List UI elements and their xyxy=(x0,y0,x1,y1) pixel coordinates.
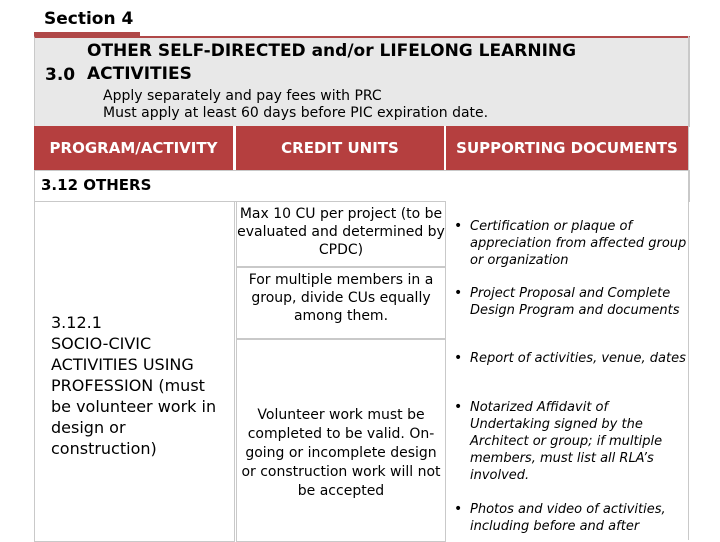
credit-unit-text-3: Volunteer work must be completed to be valid. On-going or incomplete design or construction work will not be accepted xyxy=(241,407,441,499)
credit-unit-cell-3 xyxy=(236,339,446,542)
section-header xyxy=(34,36,690,127)
bullet-icon: • xyxy=(454,399,463,415)
credit-unit-text-1: Max 10 CU per project (to be evaluated and determined by CPDC) xyxy=(237,206,445,258)
column-header-credit-units: CREDIT UNITS xyxy=(236,126,444,170)
instruction-line2: Must apply at least 60 days before PIC expiration date. xyxy=(103,105,489,121)
bullet-icon: • xyxy=(454,350,463,366)
section-title xyxy=(87,40,576,86)
section-tab xyxy=(34,6,140,36)
bullet-icon: • xyxy=(454,501,463,517)
section-tab-label: Section 4 xyxy=(44,9,134,29)
table-right-border xyxy=(688,36,689,540)
document-item-4: • Notarized Affidavit of Undertaking signed by the Architect or group; if multiple members, must list all RLA’s involved. xyxy=(454,399,663,483)
document-item-3: • Report of activities, venue, dates xyxy=(454,350,686,366)
section-number: 3.0 xyxy=(45,65,76,85)
credit-unit-cell-2 xyxy=(236,267,446,339)
category-row xyxy=(34,170,690,202)
program-text xyxy=(51,312,223,459)
document-item-2: • Project Proposal and Complete Design Program and documents xyxy=(454,285,680,318)
section-title-line1: OTHER SELF-DIRECTED and/or LIFELONG LEARNING xyxy=(87,41,577,61)
section-instructions xyxy=(103,88,488,122)
supporting-documents-cell xyxy=(446,201,688,540)
credit-unit-text-2: For multiple members in a group, divide CUs equally among them. xyxy=(248,272,434,324)
bullet-icon: • xyxy=(454,218,463,234)
column-header-row xyxy=(34,126,688,170)
section-title-line2: ACTIVITIES xyxy=(87,64,192,84)
instruction-line1: Apply separately and pay fees with PRC xyxy=(103,88,382,104)
program-code: 3.12.1 xyxy=(51,313,102,332)
document-item-1: • Certification or plaque of appreciation from affected group or organization xyxy=(454,218,687,268)
credit-unit-cell-1 xyxy=(236,201,446,267)
bullet-icon: • xyxy=(454,285,463,301)
column-header-supporting-documents: SUPPORTING DOCUMENTS xyxy=(446,126,688,170)
program-cell xyxy=(34,201,235,542)
column-header-program: PROGRAM/ACTIVITY xyxy=(34,126,233,170)
category-label: 3.12 OTHERS xyxy=(41,176,152,194)
document-item-5: • Photos and video of activities, including before and after xyxy=(454,501,666,534)
program-description: SOCIO-CIVIC ACTIVITIES USING PROFESSION (must be volunteer work in design or construction) xyxy=(51,334,217,458)
